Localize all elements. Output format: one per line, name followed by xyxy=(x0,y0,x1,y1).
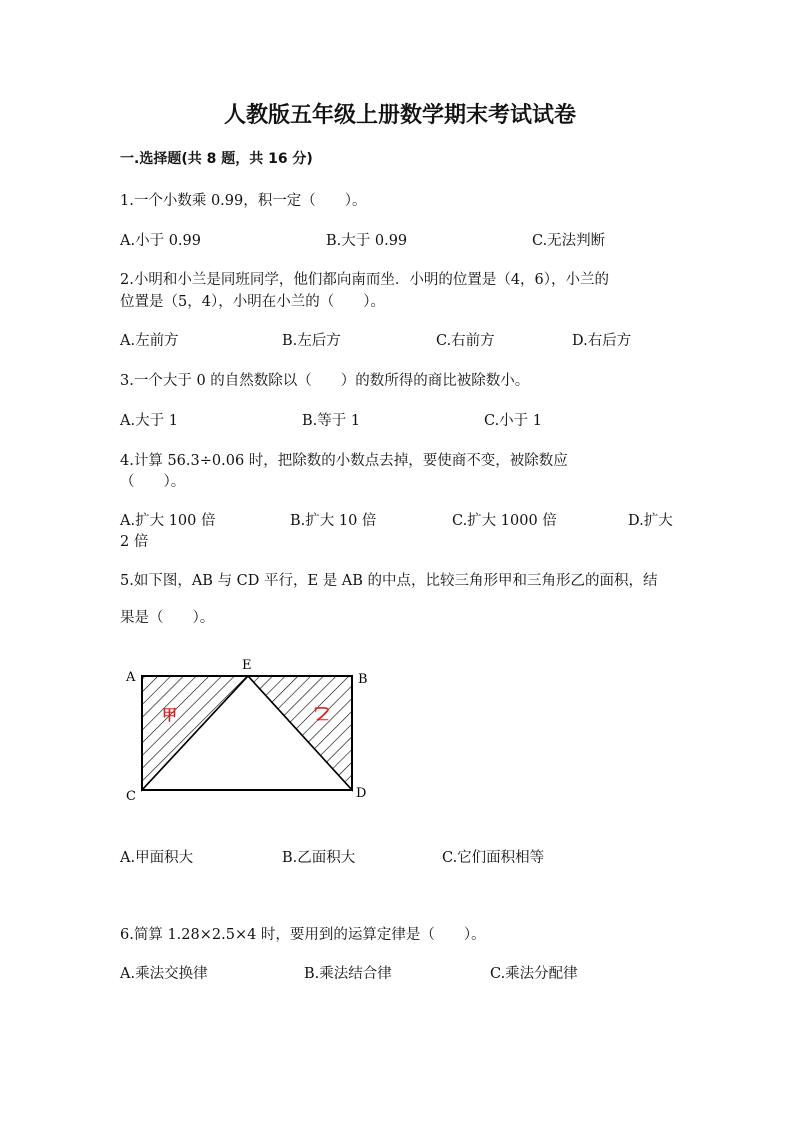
question-6-option-b: B.乘法结合律 xyxy=(304,966,392,982)
question-2-option-a: A.左前方 xyxy=(120,333,179,349)
point-label-c: C xyxy=(126,789,136,804)
question-2-text-line-1: 2.小明和小兰是同班同学，他们都向南而坐．小明的位置是（4，6），小兰的 xyxy=(120,272,610,288)
question-2-option-c: C.右前方 xyxy=(436,333,495,349)
question-1-option-c: C.无法判断 xyxy=(532,233,606,249)
question-4-text-line-2: （ ）。 xyxy=(120,474,186,490)
question-1-option-b: B.大于 0.99 xyxy=(326,233,408,249)
question-5-option-a: A.甲面积大 xyxy=(120,850,194,866)
question-5-text-line-1: 5.如下图，AB 与 CD 平行，E 是 AB 的中点，比较三角形甲和三角形乙的面积，结 xyxy=(120,573,658,589)
triangle-label-yi: 乙 xyxy=(313,704,330,723)
question-6-option-a: A.乘法交换律 xyxy=(120,966,208,982)
question-6-text: 6.简算 1.28×2.5×4 时，要用到的运算定律是（ ）。 xyxy=(120,927,486,943)
page-title: 人教版五年级上册数学期末考试试卷 xyxy=(223,103,576,128)
question-1-text: 1.一个小数乘 0.99，积一定（ ）。 xyxy=(120,193,367,209)
question-3-text: 3.一个大于 0 的自然数除以（ ）的数所得的商比被除数小。 xyxy=(120,373,530,389)
question-5-text-line-2: 果是（ ）。 xyxy=(120,610,215,626)
question-2-text-line-2: 位置是（5，4），小明在小兰的（ ）。 xyxy=(120,294,385,310)
question-3-option-b: B.等于 1 xyxy=(302,413,361,429)
question-5-option-b: B.乙面积大 xyxy=(282,850,356,866)
question-3-option-a: A.大于 1 xyxy=(120,413,178,429)
question-4-text-line-1: 4.计算 56.3÷0.06 时，把除数的小数点去掉，要使商不变，被除数应 xyxy=(120,453,568,469)
question-4-option-a: A.扩大 100 倍 xyxy=(120,513,216,529)
question-4-option-d: D.扩大 xyxy=(628,513,673,529)
question-6-option-c: C.乘法分配律 xyxy=(490,966,578,982)
point-label-e: E xyxy=(242,658,252,673)
question-3-option-c: C.小于 1 xyxy=(484,413,543,429)
question-2-option-b: B.左后方 xyxy=(282,333,341,349)
question-2-option-d: D.右后方 xyxy=(572,333,632,349)
question-5-option-c: C.它们面积相等 xyxy=(442,850,545,866)
question-4-option-d-continued: 2 倍 xyxy=(120,534,149,550)
question-4-option-b: B.扩大 10 倍 xyxy=(290,513,377,529)
question-1-option-a: A.小于 0.99 xyxy=(120,233,201,249)
trapezoid-figure xyxy=(118,652,378,812)
point-label-b: B xyxy=(358,672,368,687)
point-label-d: D xyxy=(356,786,367,801)
point-label-a: A xyxy=(126,670,136,685)
section-heading: 一.选择题(共 8 题，共 16 分) xyxy=(120,151,313,167)
question-4-option-c: C.扩大 1000 倍 xyxy=(452,513,557,529)
triangle-label-jia: 甲 xyxy=(162,706,178,724)
